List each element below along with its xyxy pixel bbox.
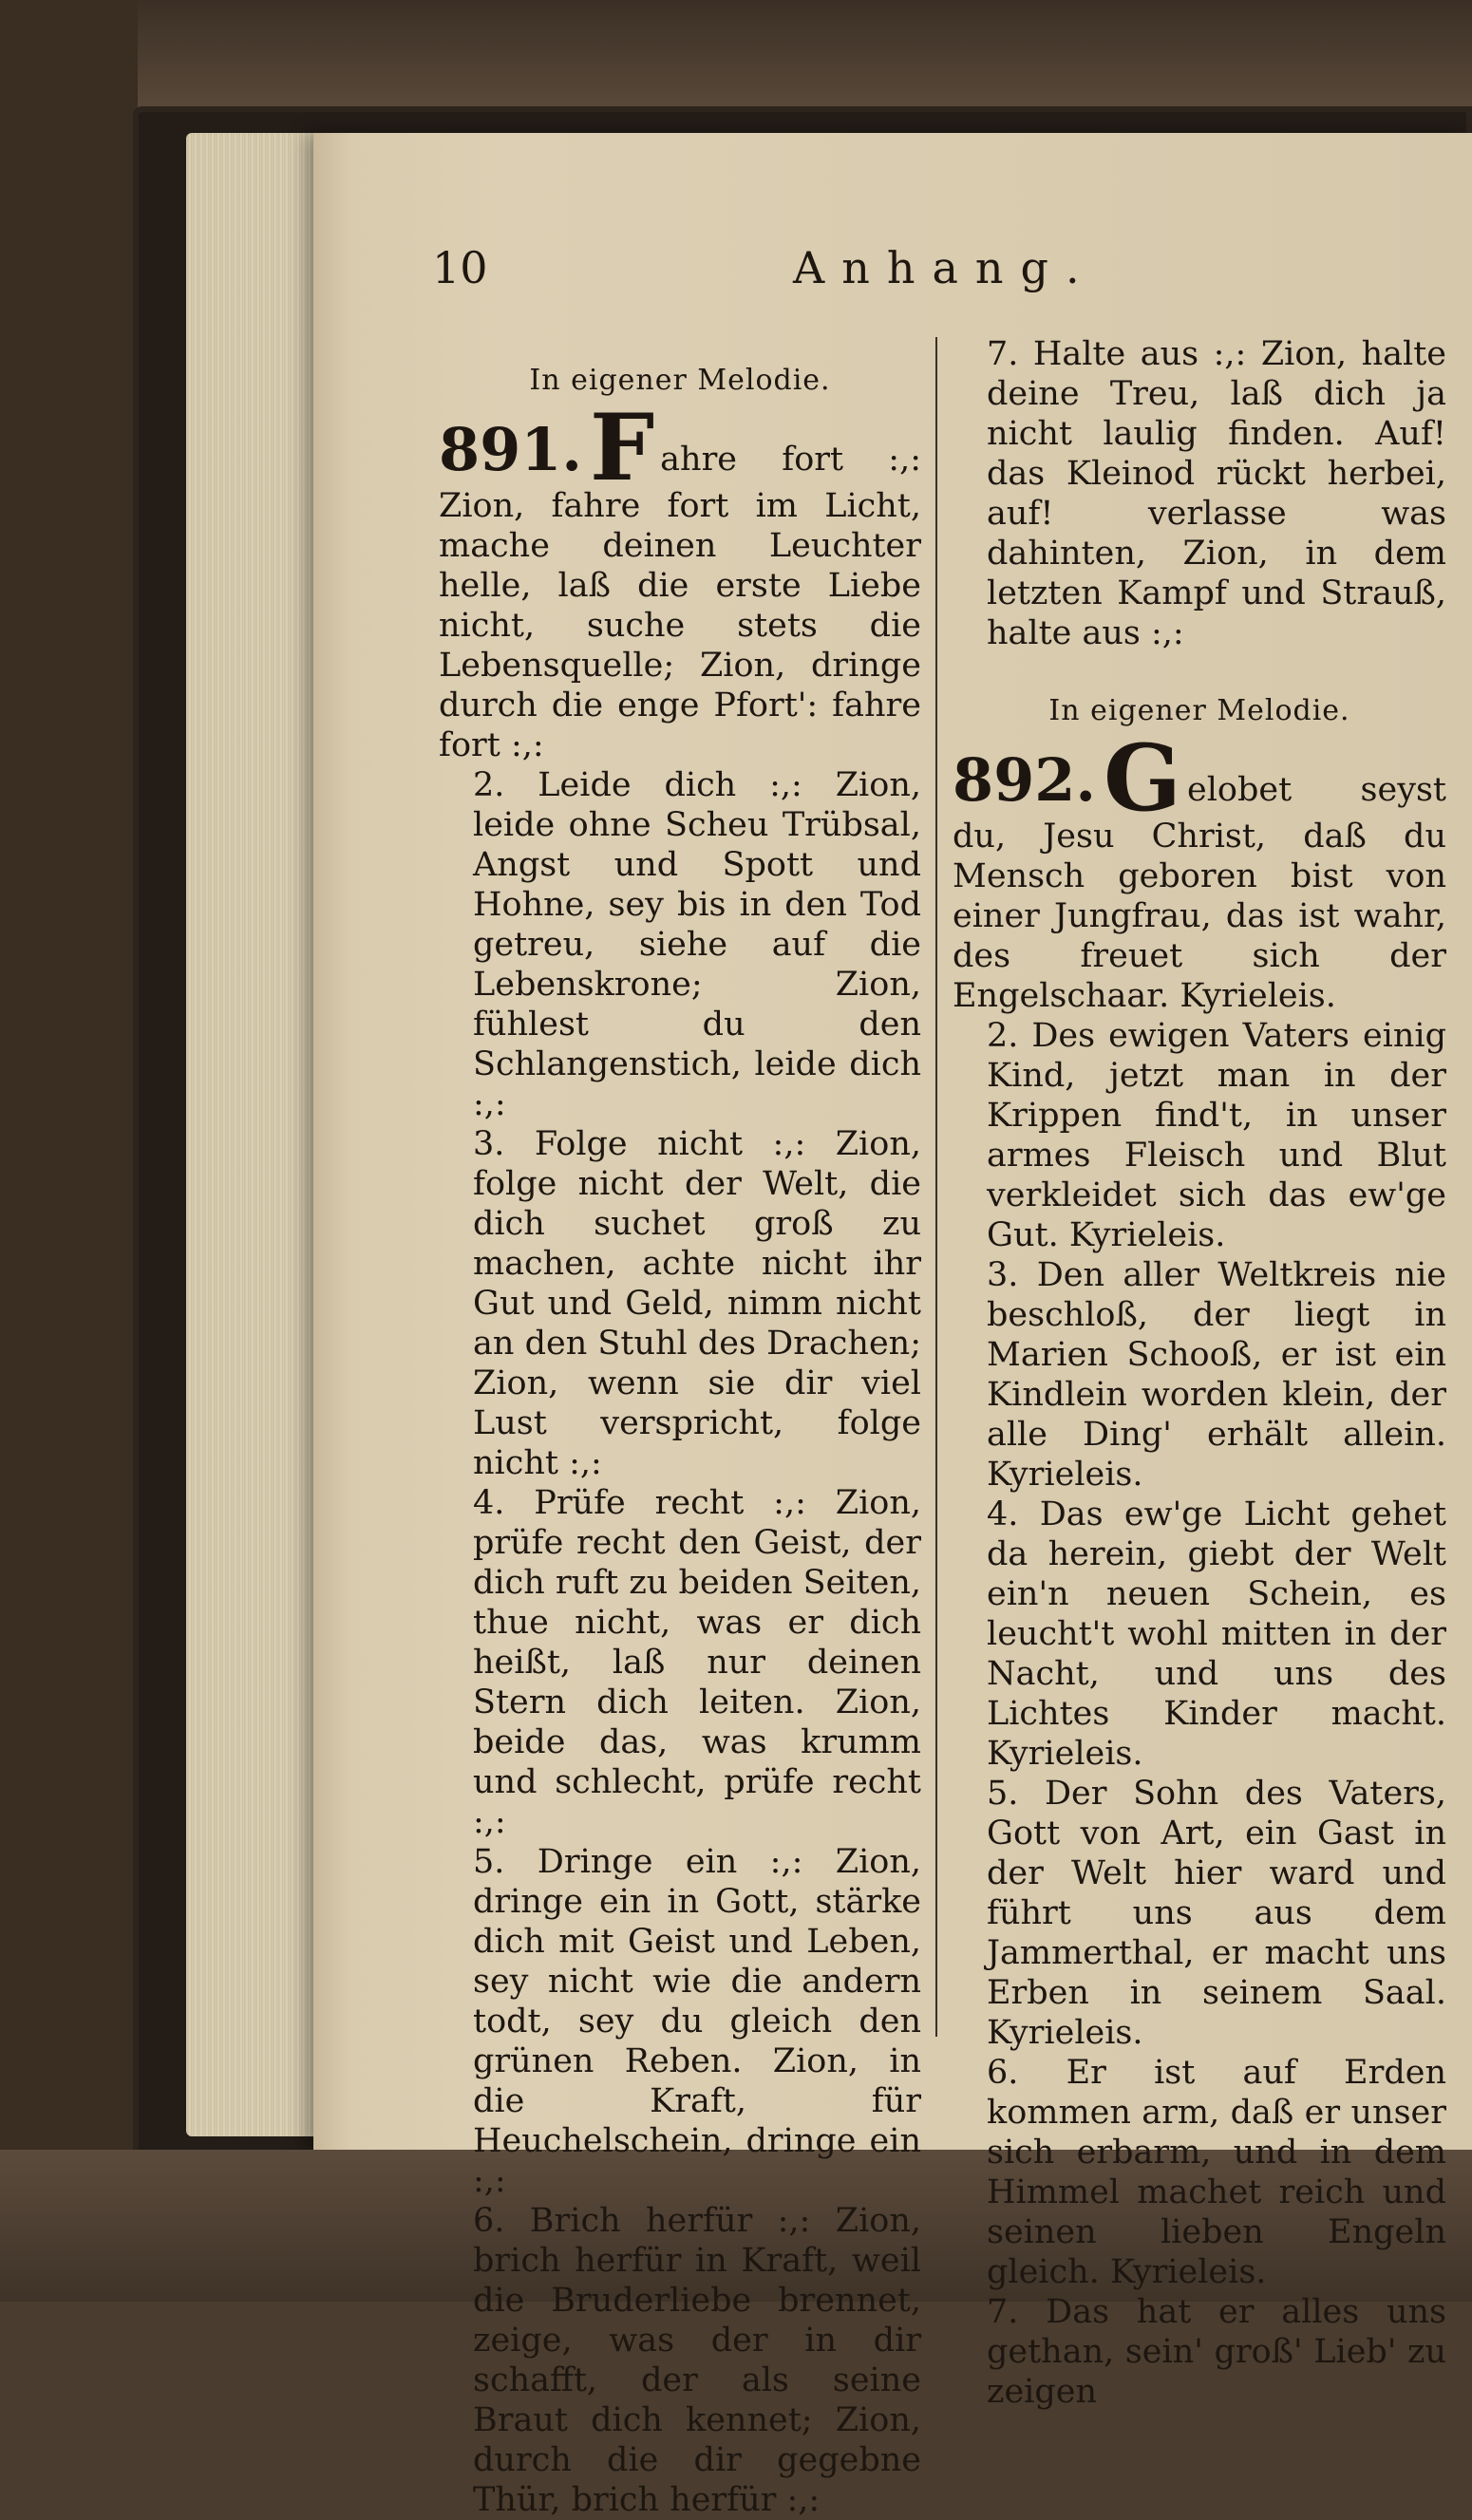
hymn-891-verse: [439, 1842, 921, 2201]
verse-text: 7. Das hat er alles uns gethan, sein' groß' Lieb' zu zeigen: [987, 2293, 1446, 2411]
verse-text: 6. Er ist auf Erden kommen arm, daß er unser sich erbarm, und in dem Himmel machet reich und seinen lieben Engeln gleich. Kyrieleis.: [987, 2054, 1446, 2291]
hymn-891-verse: [439, 2201, 921, 2520]
hymn-891-verse-1-text: ahre fort :,: Zion, fahre fort im Licht, mache deinen Leuchter helle, laß die erste Liebe nicht, suche stets die Lebensquelle; Zion, dringe durch die enge Pfort': fahre fort :,:: [439, 441, 921, 764]
page-number: 10: [432, 242, 488, 293]
verse-text: 3. Den aller Weltkreis nie beschloß, der liegt in Marien Schooß, er ist ein Kindlein worden klein, der alle Ding' erhält allein. Kyrieleis.: [987, 1256, 1446, 1494]
running-title: Anhang.: [793, 242, 1097, 293]
hymn-891-verse-7: [953, 334, 1446, 653]
hymn-892-verse: [953, 2292, 1446, 2412]
hymn-number-891: 891.: [439, 415, 583, 484]
hymn-891-verse-1: [439, 394, 921, 765]
melody-note-892: In eigener Melodie.: [1048, 694, 1350, 727]
hymn-892-verse: [953, 1774, 1446, 2053]
verse-text: 4. Prüfe recht :,: Zion, prüfe recht den Geist, der dich ruft zu beiden Seiten, thue nicht, was er dich heißt, laß nur deinen Stern dich leiten. Zion, beide das, was krumm und schlecht, prüfe recht :,:: [473, 1484, 921, 1841]
verse-text: 2. Des ewigen Vaters einig Kind, jetzt man in der Krippen find't, in unser armes Fleisch und Blut verkleidet sich das ew'ge Gut. Kyrieleis.: [987, 1017, 1446, 1254]
drop-initial-892: G: [1104, 724, 1181, 832]
background-top: [0, 0, 1472, 114]
left-column: [439, 361, 921, 2520]
hymn-892-verse: [953, 2053, 1446, 2292]
background-left: [0, 0, 138, 2302]
page-header: [432, 242, 1420, 299]
verse-text: 5. Der Sohn des Vaters, Gott von Art, ein Gast in der Welt hier ward und führt uns aus dem Jammerthal, er macht uns Erben in seinem Saal. Kyrieleis.: [987, 1775, 1446, 2052]
verse-text: 4. Das ew'ge Licht gehet da herein, giebt der Welt ein'n neuen Schein, es leucht't wohl mitten in der Nacht, und uns des Lichtes Kinder macht. Kyrieleis.: [987, 1495, 1446, 1773]
hymn-892-verse: [953, 1495, 1446, 1774]
hymn-891-verse: [439, 765, 921, 1124]
verse-text: 6. Brich herfür :,: Zion, brich herfür in Kraft, weil die Bruderliebe brennet, zeige, was der in dir schafft, der als seine Braut dich kennet; Zion, durch die dir gegebne Thür, brich herfür :,:: [473, 2202, 921, 2519]
hymn-892-verse-1: [953, 724, 1446, 1016]
verse-text: 7. Halte aus :,: Zion, halte deine Treu, laß dich ja nicht laulig finden. Auf! das Kleinod rückt herbei, auf! verlasse was dahinten, Zion, in dem letzten Kampf und Strauß, halte aus :,:: [987, 335, 1446, 652]
hymn-891-verse: [439, 1483, 921, 1842]
hymn-892-verse-1-text: elobet seyst du, Jesu Christ, daß du Mensch geboren bist von einer Jungfrau, das ist wahr, des freuet sich der Engelschaar. Kyrieleis.: [953, 771, 1446, 1015]
hymn-892-verse: [953, 1255, 1446, 1495]
right-column: [953, 334, 1446, 2412]
hymn-number-892: 892.: [953, 745, 1097, 815]
hymn-892-verse: [953, 1016, 1446, 1255]
verse-text: 3. Folge nicht :,: Zion, folge nicht der Welt, die dich suchet groß zu machen, achte nicht ihr Gut und Geld, nimm nicht an den Stuhl des Drachen; Zion, wenn sie dir viel Lust verspricht, folge nicht :,:: [473, 1125, 921, 1482]
drop-initial-891: F: [590, 394, 655, 501]
spacer: [953, 653, 1446, 691]
verse-text: 5. Dringe ein :,: Zion, dringe ein in Gott, stärke dich mit Geist und Leben, sey nicht wie die andern todt, sey du gleich den grünen Reben. Zion, in die Kraft, für Heuchelschein, dringe ein :,:: [473, 1843, 921, 2200]
melody-note-891: In eigener Melodie.: [529, 364, 831, 397]
hymn-891-verse: [439, 1124, 921, 1483]
verse-text: 2. Leide dich :,: Zion, leide ohne Scheu Trübsal, Angst und Spott und Hohne, sey bis in den Tod getreu, siehe auf die Lebenskrone; Zion, fühlest du den Schlangenstich, leide dich :,:: [473, 766, 921, 1123]
column-divider: [935, 337, 937, 2037]
